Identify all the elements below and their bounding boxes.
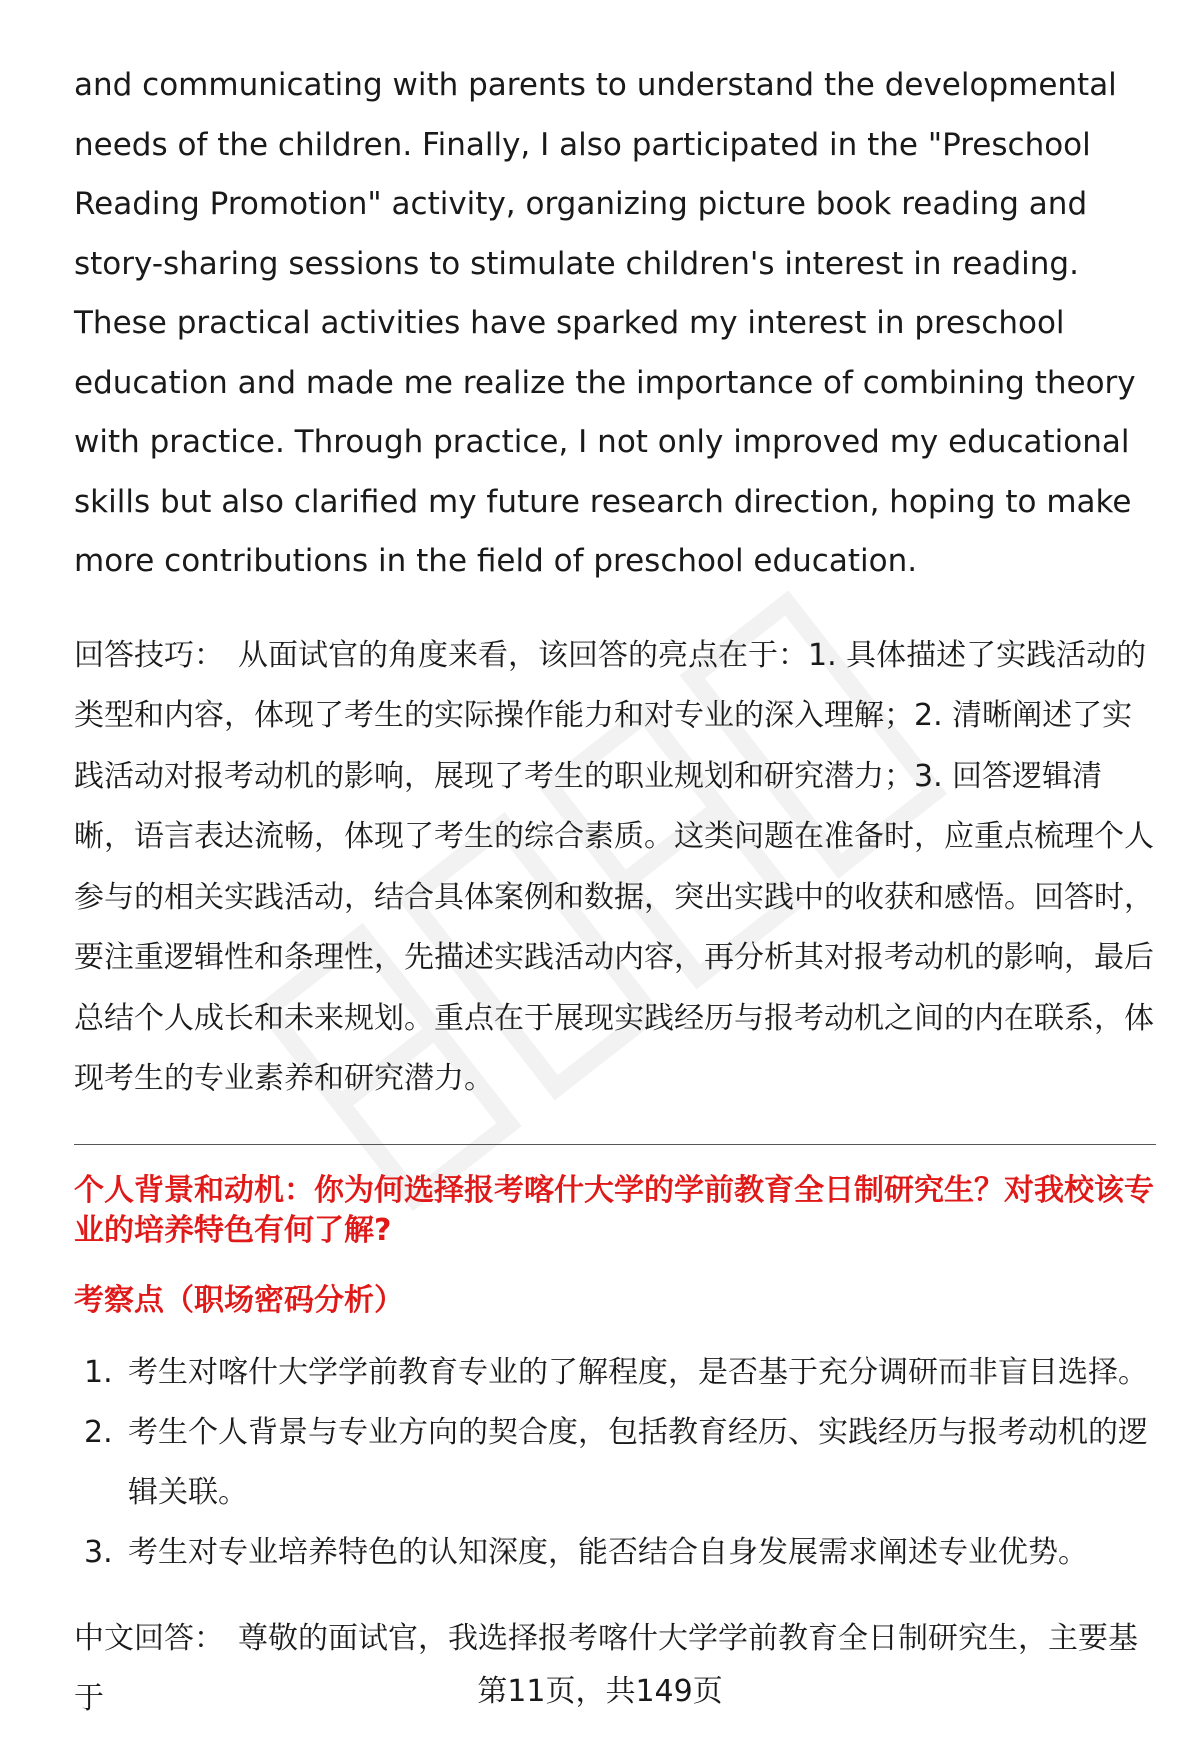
english-answer-continuation: and communicating with parents to understand the developmental needs of the children. Finally, I also participated in the "Preschool Reading Promotion" activity, organizing picture book reading and story-sharing sessions to stimulate children's interest in reading. These practical activities have sparked my interest in preschool education and made me realize the importance of combining theory with practice. Through practice, I not only improved my educational skills but also clarified my future research direction, hoping to make more contributions in the field of preschool education. bbox=[74, 67, 1136, 579]
list-item bbox=[74, 1343, 1156, 1403]
answer-tips-label: 回答技巧： bbox=[74, 637, 224, 673]
list-item-number: 3. bbox=[84, 1534, 113, 1570]
list-item-number: 2. bbox=[84, 1414, 113, 1450]
answer-tips-paragraph bbox=[74, 626, 1156, 1110]
assessment-points bbox=[74, 1343, 1156, 1583]
document-page bbox=[74, 56, 1156, 1730]
list-item-text: 考生对专业培养特色的认知深度，能否结合自身发展需求阐述专业优势。 bbox=[128, 1534, 1088, 1570]
list-item-text: 考生对喀什大学学前教育专业的了解程度，是否基于充分调研而非盲目选择。 bbox=[128, 1354, 1148, 1390]
list-item-text: 考生个人背景与专业方向的契合度，包括教育经历、实践经历与报考动机的逻辑关联。 bbox=[128, 1414, 1148, 1510]
answer-tips-text: 从面试官的角度来看，该回答的亮点在于：1. 具体描述了实践活动的类型和内容，体现了考生的实际操作能力和对专业的深入理解；2. 清晰阐述了实践活动对报考动机的影响，展现了考生的职业规划和研究潜力；3. 回答逻辑清晰，语言表达流畅，体现了考生的综合素质。这类问题在准备时，应重点梳理个人参与的相关实践活动，结合具体案例和数据，突出实践中的收获和感悟。回答时，要注重逻辑性和条理性，先描述实践活动内容，再分析其对报考动机的影响，最后总结个人成长和未来规划。重点在于展现实践经历与报考动机之间的内在联系，体现考生的专业素养和研究潜力。 bbox=[74, 637, 1154, 1096]
chinese-answer-text: 尊敬的面试官，我选择报考喀什大学学前教育全日制研究生，主要基于 bbox=[74, 1620, 1138, 1716]
list-item bbox=[74, 1523, 1156, 1583]
question-heading: 个人背景和动机：你为何选择报考喀什大学的学前教育全日制研究生？对我校该专业的培养特色有何了解? bbox=[74, 1172, 1154, 1248]
section-divider bbox=[74, 1144, 1156, 1145]
assessment-heading: 考察点（职场密码分析） bbox=[74, 1282, 404, 1318]
page-footer: 第11页，共149页 bbox=[477, 1674, 723, 1709]
list-item bbox=[74, 1403, 1156, 1523]
chinese-answer-label: 中文回答： bbox=[74, 1620, 224, 1656]
list-item-number: 1. bbox=[84, 1354, 113, 1390]
